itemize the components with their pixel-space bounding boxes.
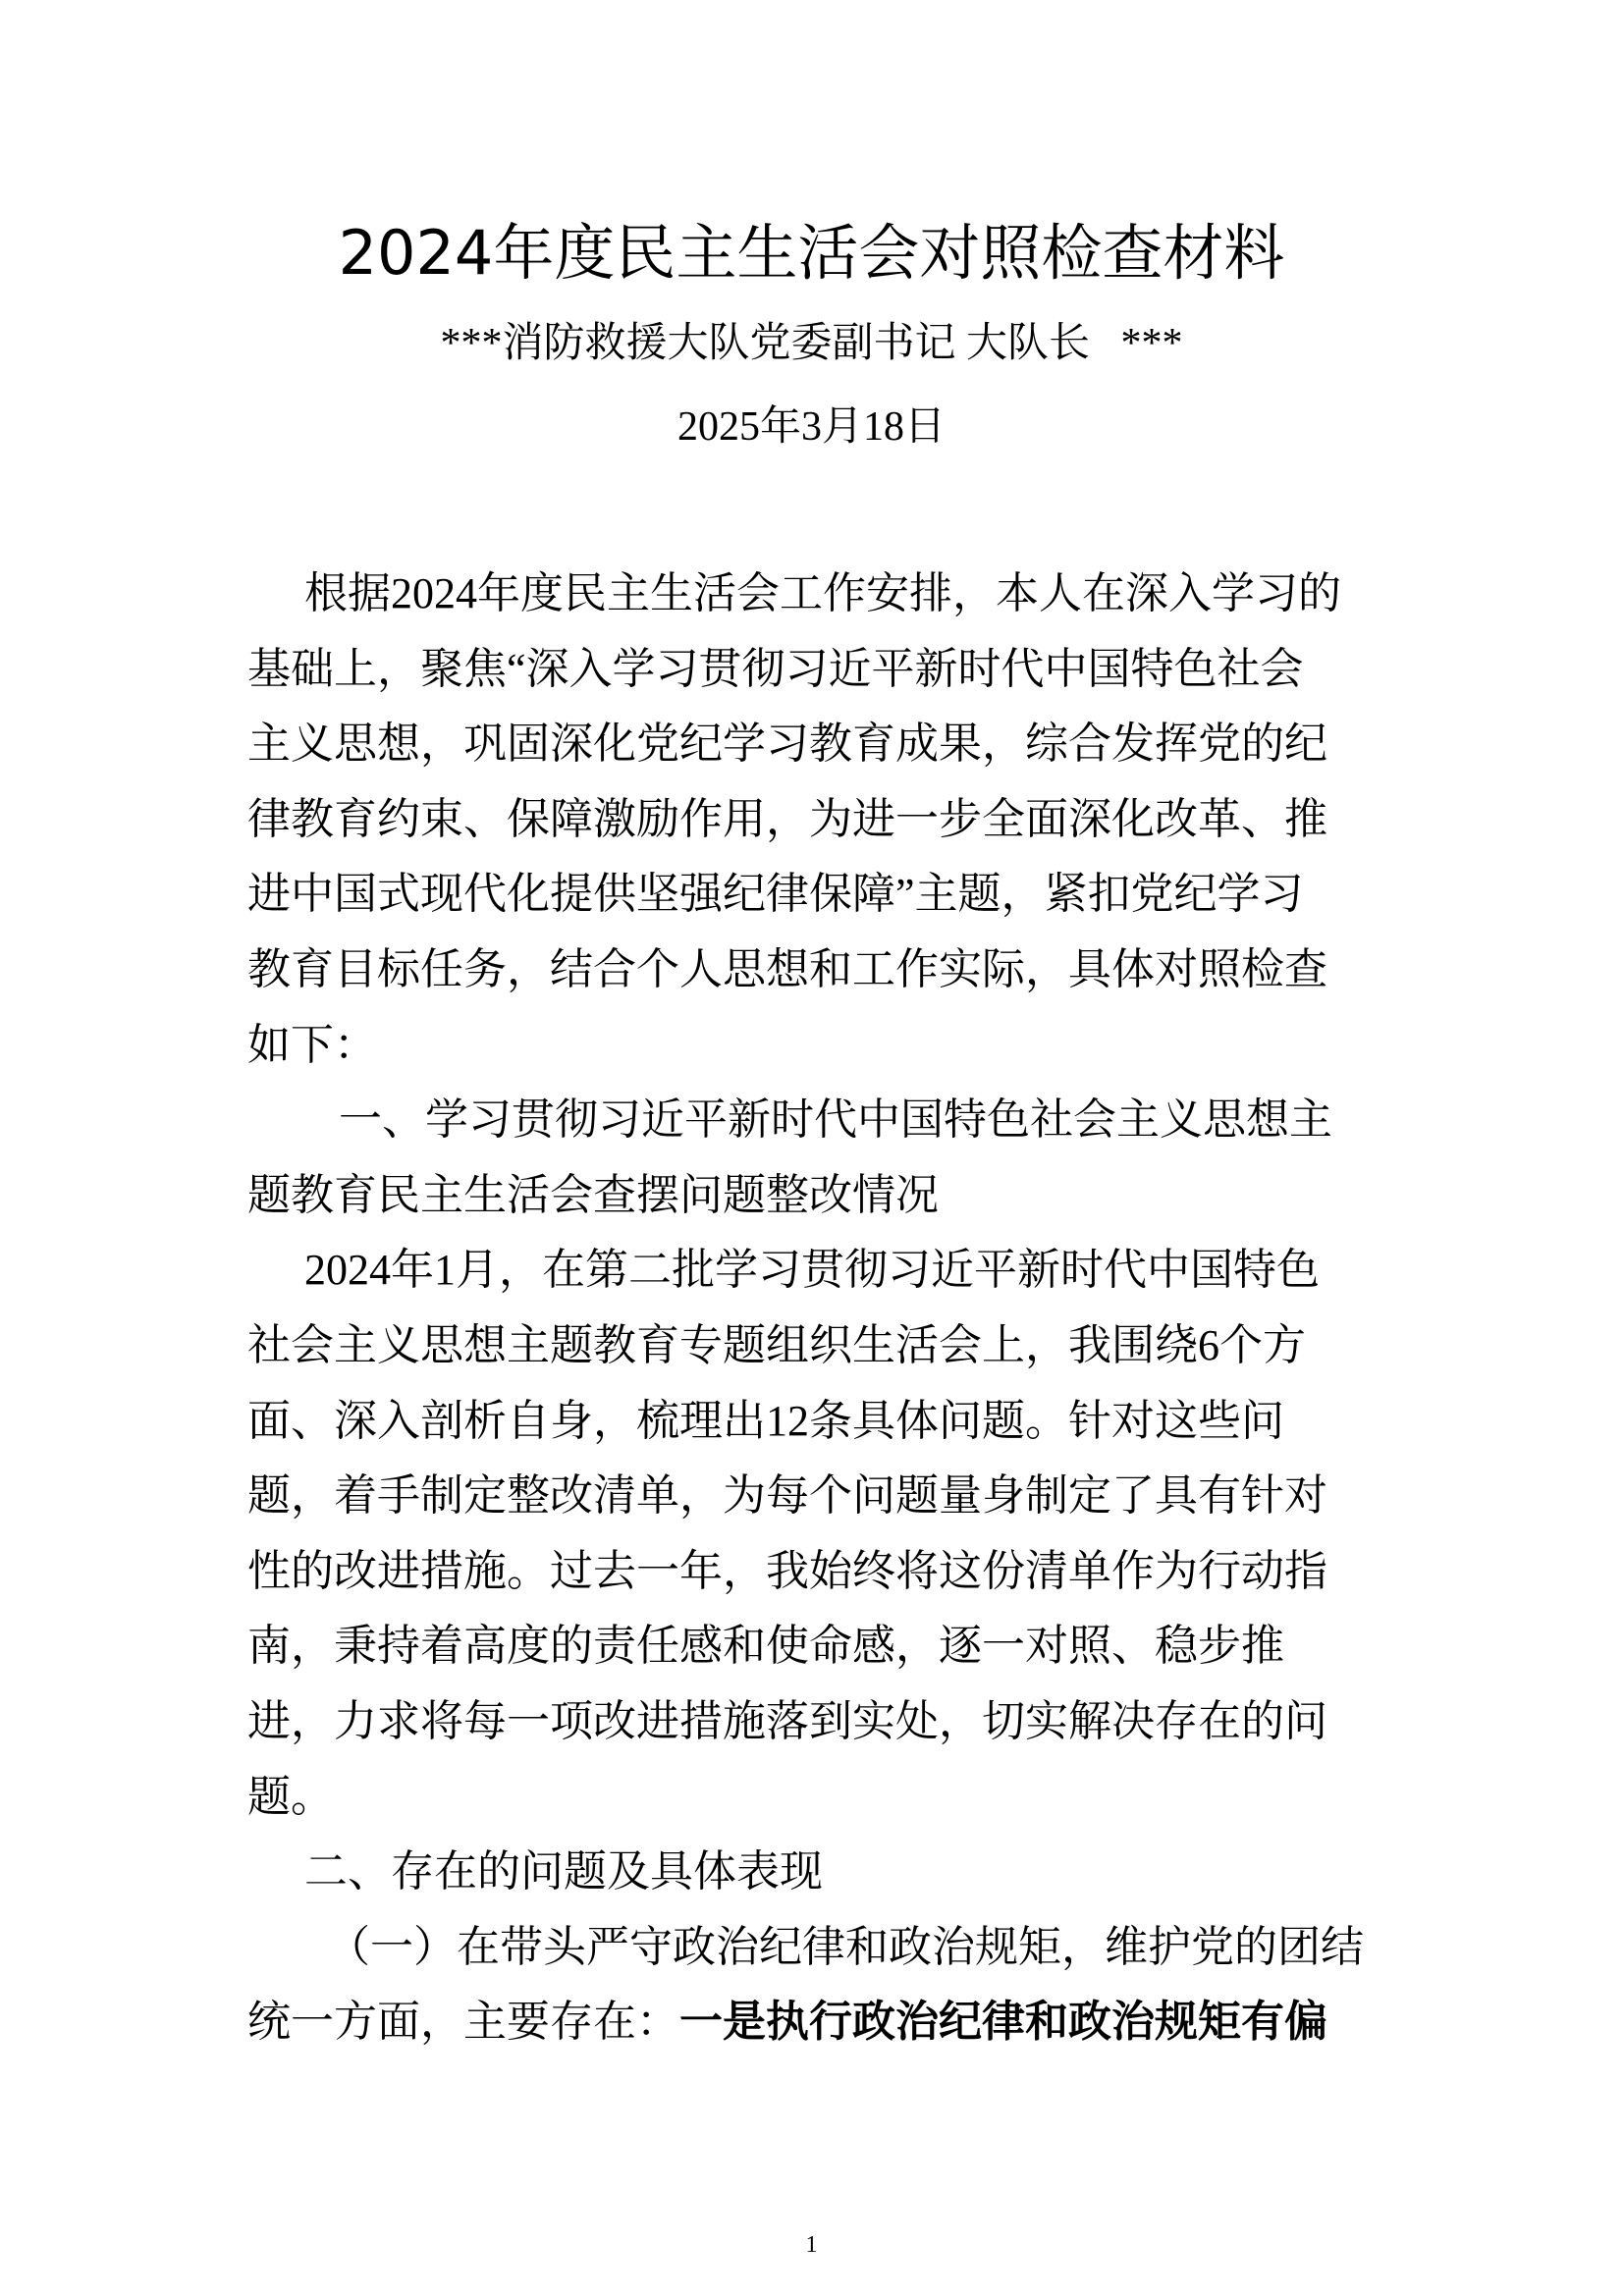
text-line: 题教育民主生活会查摆问题整改情况 [247, 1170, 939, 1219]
text-line: 律教育约束、保障激励作用，为进一步全面深化改革、推 [247, 794, 1327, 843]
text-line: 题。 [247, 1772, 334, 1821]
text-line: 进，力求将每一项改进措施落到实处，切实解决存在的问 [247, 1696, 1327, 1745]
text-line: 教育目标任务，结合个人思想和工作实际，具体对照检查 [247, 944, 1327, 993]
text-line: 根据2024年度民主生活会工作安排，本人在深入学习的 [304, 569, 1341, 617]
text-line [247, 1985, 1357, 2060]
paragraph-intro [247, 557, 1357, 1083]
section-heading-1 [247, 1083, 1357, 1233]
text-line: 2024年1月，在第二批学习贯彻习近平新时代中国特色 [304, 1246, 1320, 1295]
text-line: 性的改进措施。过去一年，我始终将这份清单作为行动指 [247, 1546, 1327, 1595]
text-line: 主义思想，巩固深化党纪学习教育成果，综合发挥党的纪 [247, 720, 1327, 769]
paragraph-rectification [247, 1233, 1357, 1835]
text-normal: 统一方面，主要存在： [247, 1998, 679, 2047]
text-line: 进中国式现代化提供坚强纪律保障”主题，紧扣党纪学习 [247, 870, 1304, 919]
text-line: 题，着手制定整改清单，为每个问题量身制定了具有针对 [247, 1471, 1327, 1521]
text-line: 如下： [247, 1020, 377, 1069]
document-title: 2024年度民主生活会对照检查材料 [338, 217, 1285, 289]
text-line: （一）在带头严守政治纪律和政治规矩，维护党的团结 [327, 1922, 1364, 1971]
paragraph-problems [247, 1910, 1364, 2060]
text-line: 南，秉持着高度的责任感和使命感，逐一对照、稳步推 [247, 1622, 1284, 1671]
page-number: 1 [805, 2232, 818, 2258]
text-line: 一、学习贯彻习近平新时代中国特色社会主义思想主 [339, 1095, 1332, 1145]
text-line: 面、深入剖析自身，梳理出12条具体问题。针对这些问 [247, 1396, 1284, 1445]
text-bold: 一是执行政治纪律和政治规矩有偏 [679, 1998, 1327, 2047]
text-line: 社会主义思想主题教育专题组织生活会上，我围绕6个方 [247, 1320, 1306, 1369]
document-date: 2025年3月18日 [676, 404, 946, 450]
text-line: 基础上，聚焦“深入学习贯彻习近平新时代中国特色社会 [247, 644, 1304, 693]
section-heading-2: 二、存在的问题及具体表现 [304, 1847, 823, 1896]
document-body [247, 557, 1364, 2060]
author-line: ***消防救援大队党委副书记 大队长 *** [440, 321, 1183, 366]
